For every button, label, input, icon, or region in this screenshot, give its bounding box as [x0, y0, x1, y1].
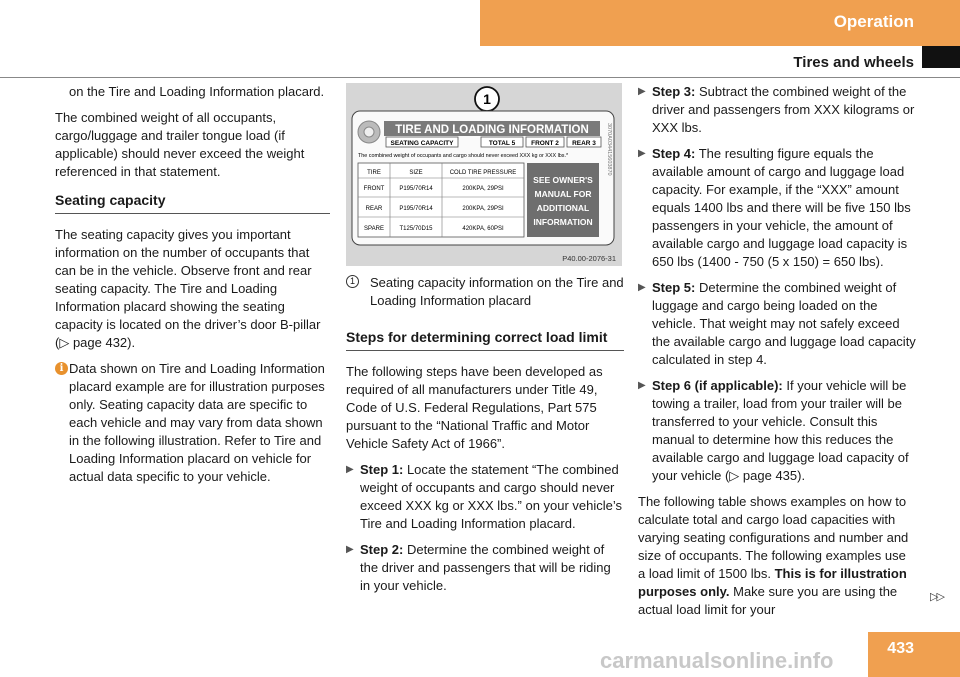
row-tire: SPARE	[364, 226, 384, 232]
paragraph: The seating capacity gives you important information on the number of occupants that can be in the vehicle. Observe front and rear seating capacity. The Tire and Loading Information placard showing the seating capacity is located on the driver’s door B-pillar (▷ page 432).	[55, 227, 321, 350]
section-heading: Steps for determining correct load limit	[346, 328, 624, 351]
step-text: Subtract the combined weight of the driver and passengers from XXX kilograms or XXX lbs.	[652, 84, 915, 135]
step-item	[346, 461, 624, 533]
info-text: Data shown on Tire and Loading Information placard example are for illustration purposes only. Seating capacity data are specific to each vehicle and may vary from data shown in the following illustration. Refer to Tire and Loading Information placard on vehicle for actual data specific to your vehicle.	[69, 361, 325, 484]
chapter-title: Operation	[833, 12, 914, 31]
step-text: Determine the combined weight of luggage and cargo being loaded on the vehicle. That weight may not safely exceed the available cargo and luggage load capacity calculated in step 4.	[652, 280, 916, 367]
seating-total: TOTAL 5	[488, 140, 516, 147]
watermark: carmanualsonline.info	[600, 648, 834, 673]
seating-label: SEATING CAPACITY	[390, 140, 454, 147]
row-size: T125/70D15	[399, 226, 433, 232]
col-size: SIZE	[409, 170, 423, 176]
emphasis-text: This is for illustration purposes only.	[638, 566, 907, 599]
seating-rear: REAR 3	[572, 140, 596, 147]
arrow-icon: ▶	[638, 86, 646, 97]
continue-icon: ▷▷	[930, 591, 943, 603]
step-label: Step 3:	[652, 84, 696, 99]
page-number: 433	[887, 640, 914, 657]
step-text: The resulting figure equals the available amount of cargo and luggage load capacity. For example, if the “XXX” amount equals 1400 lbs and there will be five 150 lbs passengers in your vehicle, the amount of available cargo and luggage load capacity is 650 lbs (1400 - 750 (5 x 150) = 650 lbs).	[652, 146, 911, 269]
manual-line: MANUAL FOR	[534, 189, 592, 199]
arrow-icon: ▶	[346, 544, 354, 555]
paragraph: on the Tire and Loading Information placard.	[69, 84, 325, 99]
page-number-box	[868, 632, 960, 677]
chapter-tab	[480, 0, 960, 46]
step-item	[346, 541, 624, 595]
row-pressure: 200KPA, 29PSI	[462, 206, 504, 212]
step-item	[638, 279, 916, 369]
placard-illustration	[346, 83, 622, 266]
caption-text: Seating capacity information on the Tire and Loading Information placard	[370, 275, 624, 308]
placard-statement: The combined weight of occupants and cargo should never exceed XXX kg or XXX lbs.*	[358, 153, 569, 159]
step-item	[638, 83, 916, 137]
section-heading: Seating capacity	[55, 191, 330, 214]
col-pressure: COLD TIRE PRESSURE	[449, 170, 517, 176]
manual-line: ADDITIONAL	[536, 203, 590, 213]
figure-ref: P40.00-2076-31	[562, 254, 616, 263]
arrow-icon: ▶	[638, 148, 646, 159]
info-icon: i	[55, 362, 68, 375]
arrow-icon: ▶	[638, 282, 646, 293]
step-text: Locate the statement “The combined weight of occupants and cargo should never exceed XXX kg or XXX lbs.” on your vehicle’s Tire and Loading Information placard.	[360, 462, 623, 531]
manual-line: INFORMATION	[533, 217, 593, 227]
step-label: Step 1:	[360, 462, 404, 477]
step-label: Step 5:	[652, 280, 696, 295]
text-run: The following table shows examples on how to calculate total and cargo load capacities with varying seating configurations and number and size of occupants. The following examples use a load limit of 1500 lbs.	[638, 494, 909, 581]
text-run: Make sure you are using the actual load limit for your	[638, 584, 898, 617]
placard-title: TIRE AND LOADING INFORMATION	[395, 124, 589, 136]
figure-caption	[346, 274, 624, 310]
step-label: Step 4:	[652, 146, 696, 161]
row-pressure: 200KPA, 29PSI	[462, 186, 504, 192]
info-note	[55, 360, 330, 486]
paragraph: The combined weight of all occupants, cargo/luggage and trailer tongue load (if applicable) should never exceed the weight referenced in that statement.	[55, 110, 305, 179]
step-text: If your vehicle will be towing a trailer, load from your trailer will be transferred to your vehicle. Consult this manual to determine how this reduces the available cargo and luggage load capacity of your vehicle (▷ page 435).	[652, 378, 909, 483]
callout-number: 1	[483, 91, 491, 107]
column-3	[638, 83, 916, 627]
step-item	[638, 145, 916, 271]
arrow-icon: ▶	[346, 464, 354, 475]
step-label: Step 2:	[360, 542, 404, 557]
row-size: P195/70R14	[399, 206, 433, 212]
row-tire: REAR	[365, 206, 383, 212]
step-item	[638, 377, 916, 485]
column-2	[346, 318, 624, 603]
caption-number: 1	[346, 275, 359, 288]
section-title: Tires and wheels	[793, 54, 914, 71]
col-tire: TIRE	[367, 170, 381, 176]
header-rule	[0, 77, 960, 78]
seating-front: FRONT 2	[531, 140, 559, 147]
barcode-text: 3070A034415603870	[606, 123, 612, 176]
manual-line: SEE OWNER'S	[533, 175, 593, 185]
row-size: P195/70R14	[399, 186, 433, 192]
step-text: Determine the combined weight of the driver and passengers that will be riding in your vehicle.	[360, 542, 611, 593]
thumb-marker	[922, 46, 960, 68]
row-pressure: 420KPA, 60PSI	[462, 226, 504, 232]
arrow-icon: ▶	[638, 380, 646, 391]
column-1	[55, 83, 330, 486]
paragraph: The following steps have been developed as required of all manufacturers under Title 49, Code of U.S. Federal Regulations, Part 575 pursuant to the “National Traffic and Motor Vehicle Safety Act of 1966”.	[346, 364, 603, 451]
paragraph	[638, 493, 916, 619]
row-tire: FRONT	[363, 186, 385, 192]
step-label: Step 6 (if applicable):	[652, 378, 783, 393]
